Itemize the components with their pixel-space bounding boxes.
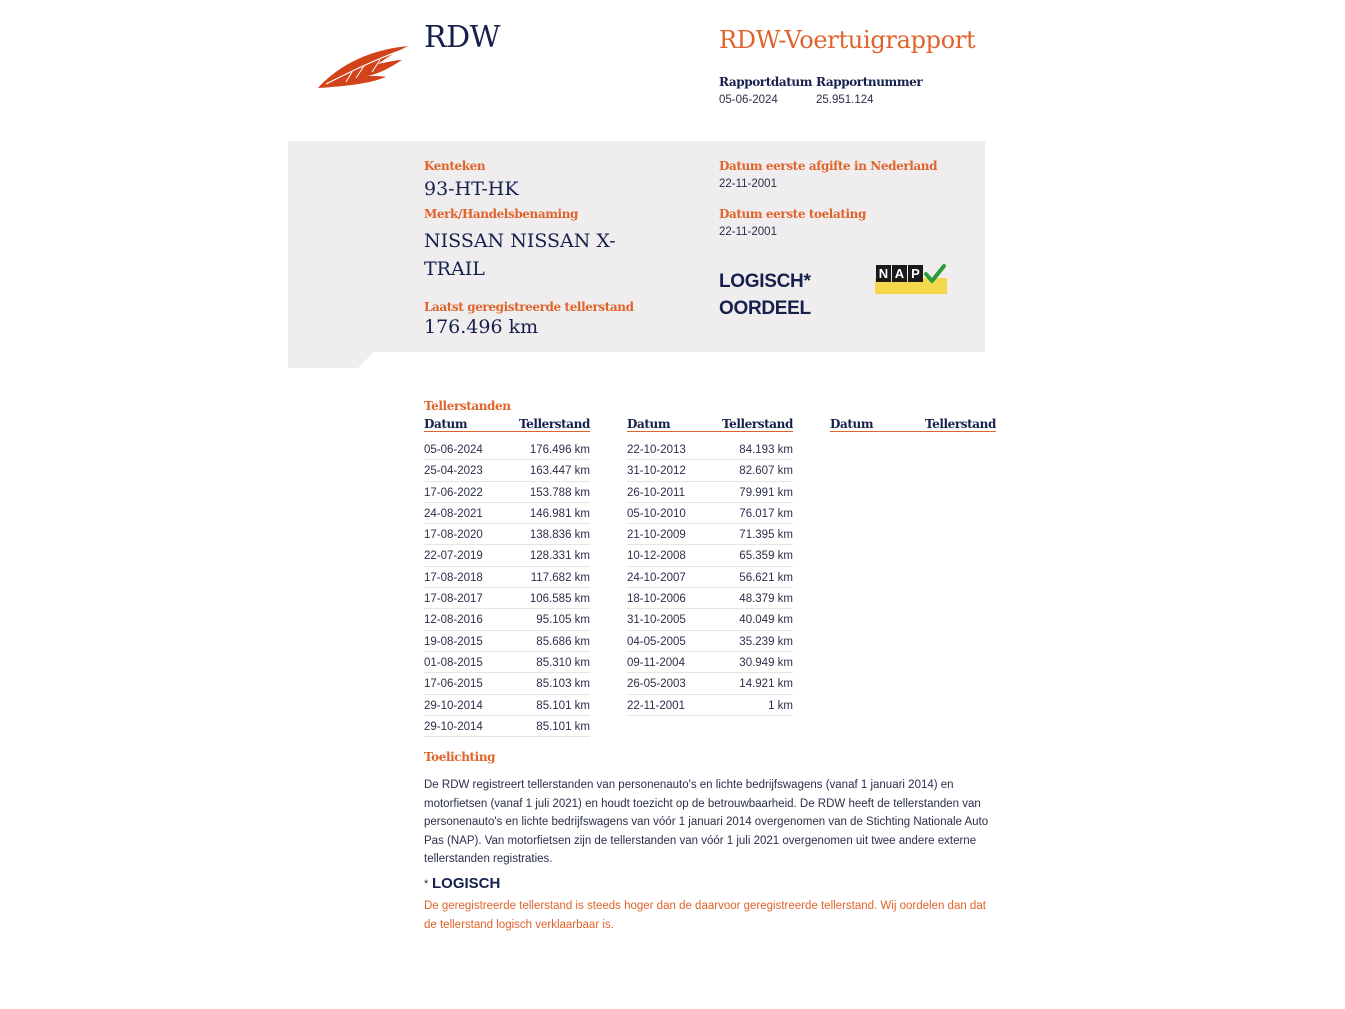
first-registration-nl-value: 22-11-2001 (719, 178, 777, 190)
table-row (424, 717, 590, 737)
table-row (627, 504, 793, 524)
odometer-label: Laatst geregistreerde tellerstand (424, 300, 634, 314)
odometer-rows (830, 432, 996, 439)
row-value: 48.379 km (739, 593, 793, 606)
table-row (424, 610, 590, 630)
table-row (627, 461, 793, 481)
table-row (424, 653, 590, 673)
row-value: 117.682 km (530, 571, 590, 584)
plate-value: 93-HT-HK (424, 178, 519, 200)
row-date: 29-10-2014 (424, 720, 483, 733)
odometer-column-1 (424, 417, 590, 737)
first-admission-value: 22-11-2001 (719, 226, 777, 238)
report-date-label: Rapportdatum (719, 75, 813, 89)
row-value: 35.239 km (739, 635, 793, 648)
row-value: 85.686 km (536, 635, 590, 648)
row-date: 24-08-2021 (424, 507, 483, 520)
table-row (627, 696, 793, 716)
row-date: 25-04-2023 (424, 465, 483, 478)
value-header: Tellerstand (924, 417, 996, 431)
row-value: 146.981 km (529, 507, 590, 520)
row-value: 163.447 km (529, 465, 590, 478)
nap-letter-p: P (911, 266, 920, 281)
org-name: RDW (424, 20, 500, 55)
row-date: 26-10-2011 (627, 486, 685, 499)
row-date: 22-10-2013 (627, 444, 686, 456)
row-value: 85.101 km (536, 720, 590, 733)
table-row (627, 632, 793, 652)
row-date: 29-10-2014 (424, 699, 483, 712)
table-row (424, 504, 590, 524)
row-value: 84.193 km (739, 444, 793, 456)
odometer-column-3 (830, 417, 996, 439)
row-value: 106.585 km (529, 593, 590, 606)
table-row (627, 440, 793, 460)
row-value: 14.921 km (739, 678, 793, 691)
column-header (830, 417, 996, 432)
row-date: 17-08-2018 (424, 571, 483, 584)
row-date: 12-08-2016 (424, 614, 483, 627)
row-value: 82.607 km (739, 465, 793, 478)
report-number-value: 25.951.124 (816, 94, 874, 106)
explanation-body: De RDW registreert tellerstanden van personenauto's en lichte bedrijfswagens (vanaf 1 januari 2014) en motorfietsen (vanaf 1 juli 2021) en houdt toezicht op de betrouwbaarheid. De RDW heeft de tellerstanden van personenauto's en lichte bedrijfswagens van vóór 1 januari 2014 overgenomen van de Stichting Nationale Auto Pas (NAP). Van motorfietsen zijn de tellerstanden van vóór 1 juli 2021 overgenomen uit twee andere externe tellerstanden registraties. (424, 779, 989, 866)
report-number-label: Rapportnummer (816, 75, 923, 89)
table-row (627, 674, 793, 694)
odometer-column-2 (627, 417, 793, 716)
row-date: 18-10-2006 (627, 593, 686, 606)
row-value: 76.017 km (739, 507, 793, 520)
verdict-line-1: LOGISCH* (719, 271, 811, 292)
nap-letter-n: N (878, 266, 889, 281)
plate-label: Kenteken (424, 159, 486, 173)
explanation-title: Toelichting (424, 750, 496, 764)
row-date: 17-08-2017 (424, 593, 483, 606)
table-row (627, 546, 793, 566)
date-header: Datum (627, 417, 671, 431)
odometer-rows (627, 432, 793, 716)
row-date: 26-05-2003 (627, 678, 686, 691)
row-date: 31-10-2005 (627, 614, 686, 627)
table-row (424, 546, 590, 566)
row-value: 30.949 km (739, 656, 793, 669)
row-date: 21-10-2009 (627, 529, 686, 542)
row-value: 71.395 km (739, 529, 793, 542)
note-body: De geregistreerde tellerstand is steeds hoger dan de daarvoor geregistreerde tellerstand. Wij oordelen dan dat de tellerstand logisch verklaarbaar is. (424, 900, 986, 931)
make-value: NISSAN NISSAN X-TRAIL (424, 230, 616, 280)
row-date: 09-11-2004 (627, 656, 685, 669)
table-row (424, 483, 590, 503)
row-value: 56.621 km (739, 571, 793, 584)
row-value: 176.496 km (529, 444, 590, 456)
row-value: 138.836 km (529, 529, 590, 542)
column-header (424, 417, 590, 432)
row-date: 31-10-2012 (627, 465, 686, 478)
table-row (424, 696, 590, 716)
row-value: 85.101 km (536, 699, 590, 712)
table-row (627, 653, 793, 673)
row-date: 10-12-2008 (627, 550, 686, 563)
note-star: * (424, 878, 429, 890)
row-value: 85.310 km (536, 656, 590, 669)
row-value: 65.359 km (739, 550, 793, 563)
row-date: 01-08-2015 (424, 656, 483, 669)
table-row (627, 483, 793, 503)
row-value: 128.331 km (529, 550, 590, 563)
row-value: 95.105 km (536, 614, 590, 627)
row-date: 05-06-2024 (424, 444, 483, 456)
odometer-table-title: Tellerstanden (424, 399, 511, 413)
report-date-value: 05-06-2024 (719, 94, 778, 106)
table-row (424, 525, 590, 545)
table-row (424, 632, 590, 652)
date-header: Datum (830, 417, 874, 431)
odometer-value: 176.496 km (424, 316, 539, 338)
value-header: Tellerstand (721, 417, 793, 431)
note-title: LOGISCH (432, 875, 501, 892)
table-row (627, 610, 793, 630)
date-header: Datum (424, 417, 468, 431)
row-date: 17-06-2015 (424, 678, 483, 691)
panel-notch (288, 352, 374, 368)
first-registration-nl-label: Datum eerste afgifte in Nederland (719, 159, 938, 173)
verdict-line-2: OORDEEL (719, 298, 811, 319)
column-header (627, 417, 793, 432)
nap-letter-a: A (894, 266, 905, 281)
table-row (627, 568, 793, 588)
value-header: Tellerstand (518, 417, 590, 431)
table-row (627, 589, 793, 609)
row-date: 22-07-2019 (424, 550, 483, 563)
report-title: RDW-Voertuigrapport (719, 26, 976, 54)
rdw-logo-icon (316, 38, 412, 90)
nap-logo-icon (875, 264, 947, 294)
row-date: 17-08-2020 (424, 529, 483, 542)
row-value: 79.991 km (739, 486, 793, 499)
table-row (424, 589, 590, 609)
row-date: 24-10-2007 (627, 571, 686, 584)
table-row (627, 525, 793, 545)
make-label: Merk/Handelsbenaming (424, 207, 579, 221)
row-date: 05-10-2010 (627, 507, 686, 520)
table-row (424, 568, 590, 588)
table-row (424, 461, 590, 481)
first-admission-label: Datum eerste toelating (719, 207, 866, 221)
odometer-rows (424, 432, 590, 737)
row-date: 19-08-2015 (424, 635, 483, 648)
row-date: 04-05-2005 (627, 635, 686, 648)
verdict (719, 268, 811, 322)
row-date: 17-06-2022 (424, 486, 483, 499)
row-value: 40.049 km (739, 614, 793, 627)
table-row (424, 674, 590, 694)
row-date: 22-11-2001 (627, 699, 685, 712)
table-row (424, 440, 590, 460)
row-value: 1 km (768, 699, 793, 712)
row-value: 153.788 km (529, 486, 590, 499)
row-value: 85.103 km (536, 678, 590, 691)
